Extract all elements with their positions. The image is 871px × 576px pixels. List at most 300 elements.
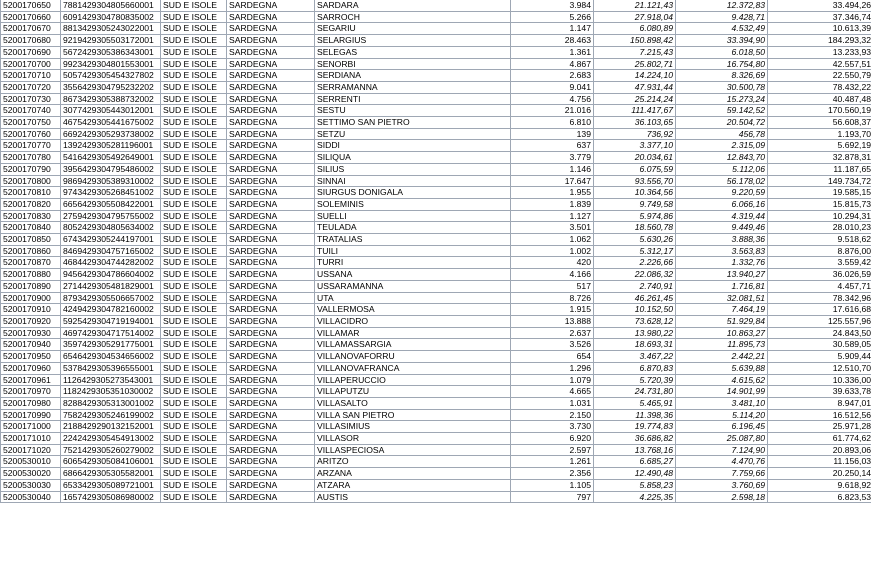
row-id-cell[interactable]: 6692429305293738002 — [61, 128, 161, 140]
row-code-cell[interactable]: 5200171010 — [1, 433, 61, 445]
row-code-cell[interactable]: 5200170830 — [1, 210, 61, 222]
row-total-cell[interactable]: 149.734,72 — [768, 175, 871, 187]
row-municipality-cell[interactable]: SELEGAS — [315, 46, 511, 58]
row-value-a-cell[interactable]: 3.377,10 — [594, 140, 676, 152]
row-code-cell[interactable]: 5200170961 — [1, 374, 61, 386]
row-value-a-cell[interactable]: 736,92 — [594, 128, 676, 140]
row-id-cell[interactable]: 5416429305492649001 — [61, 152, 161, 164]
row-population-cell[interactable]: 2.683 — [511, 70, 594, 82]
row-population-cell[interactable]: 1.031 — [511, 397, 594, 409]
row-value-b-cell[interactable]: 5.114,20 — [676, 409, 768, 421]
row-code-cell[interactable]: 5200170750 — [1, 117, 61, 129]
row-population-cell[interactable]: 1.839 — [511, 198, 594, 210]
row-value-b-cell[interactable]: 5.112,06 — [676, 163, 768, 175]
row-area-cell[interactable]: SUD E ISOLE — [161, 245, 227, 257]
row-value-a-cell[interactable]: 7.215,43 — [594, 46, 676, 58]
row-total-cell[interactable]: 32.878,31 — [768, 152, 871, 164]
row-municipality-cell[interactable]: VILLANOVAFORRU — [315, 351, 511, 363]
row-id-cell[interactable]: 9743429305268451002 — [61, 187, 161, 199]
row-region-cell[interactable]: SARDEGNA — [227, 351, 315, 363]
row-value-b-cell[interactable]: 3.888,36 — [676, 234, 768, 246]
row-area-cell[interactable]: SUD E ISOLE — [161, 198, 227, 210]
row-value-a-cell[interactable]: 46.261,45 — [594, 292, 676, 304]
row-value-a-cell[interactable]: 13.980,22 — [594, 327, 676, 339]
row-area-cell[interactable]: SUD E ISOLE — [161, 362, 227, 374]
row-region-cell[interactable]: SARDEGNA — [227, 58, 315, 70]
row-region-cell[interactable]: SARDEGNA — [227, 456, 315, 468]
row-total-cell[interactable]: 78.342,96 — [768, 292, 871, 304]
row-area-cell[interactable]: SUD E ISOLE — [161, 117, 227, 129]
row-id-cell[interactable]: 9219429305503172001 — [61, 35, 161, 47]
row-id-cell[interactable]: 6656429305508422001 — [61, 198, 161, 210]
row-value-a-cell[interactable]: 6.075,59 — [594, 163, 676, 175]
row-value-a-cell[interactable]: 111.417,67 — [594, 105, 676, 117]
row-total-cell[interactable]: 61.774,62 — [768, 433, 871, 445]
row-area-cell[interactable]: SUD E ISOLE — [161, 292, 227, 304]
row-municipality-cell[interactable]: VILLASALTO — [315, 397, 511, 409]
row-code-cell[interactable]: 5200170820 — [1, 198, 61, 210]
row-population-cell[interactable]: 3.501 — [511, 222, 594, 234]
row-id-cell[interactable]: 8052429304805634002 — [61, 222, 161, 234]
row-area-cell[interactable]: SUD E ISOLE — [161, 421, 227, 433]
row-area-cell[interactable]: SUD E ISOLE — [161, 140, 227, 152]
row-region-cell[interactable]: SARDEGNA — [227, 491, 315, 503]
row-code-cell[interactable]: 5200170790 — [1, 163, 61, 175]
row-value-a-cell[interactable]: 5.858,23 — [594, 479, 676, 491]
row-population-cell[interactable]: 21.016 — [511, 105, 594, 117]
row-municipality-cell[interactable]: SILIQUA — [315, 152, 511, 164]
row-id-cell[interactable]: 7582429305246199002 — [61, 409, 161, 421]
row-code-cell[interactable]: 5200170990 — [1, 409, 61, 421]
row-region-cell[interactable]: SARDEGNA — [227, 222, 315, 234]
row-code-cell[interactable]: 5200170970 — [1, 386, 61, 398]
row-municipality-cell[interactable]: SERDIANA — [315, 70, 511, 82]
row-area-cell[interactable]: SUD E ISOLE — [161, 315, 227, 327]
row-area-cell[interactable]: SUD E ISOLE — [161, 105, 227, 117]
row-area-cell[interactable]: SUD E ISOLE — [161, 0, 227, 11]
row-population-cell[interactable]: 517 — [511, 280, 594, 292]
row-total-cell[interactable]: 10.294,31 — [768, 210, 871, 222]
row-total-cell[interactable]: 28.010,23 — [768, 222, 871, 234]
row-area-cell[interactable]: SUD E ISOLE — [161, 479, 227, 491]
row-id-cell[interactable]: 4684429304744282002 — [61, 257, 161, 269]
row-id-cell[interactable]: 3597429305291775001 — [61, 339, 161, 351]
row-region-cell[interactable]: SARDEGNA — [227, 257, 315, 269]
row-region-cell[interactable]: SARDEGNA — [227, 175, 315, 187]
row-code-cell[interactable]: 5200170690 — [1, 46, 61, 58]
row-total-cell[interactable]: 9.618,92 — [768, 479, 871, 491]
row-area-cell[interactable]: SUD E ISOLE — [161, 280, 227, 292]
row-value-b-cell[interactable]: 5.639,88 — [676, 362, 768, 374]
row-id-cell[interactable]: 5672429305386343001 — [61, 46, 161, 58]
row-population-cell[interactable]: 637 — [511, 140, 594, 152]
row-value-a-cell[interactable]: 25.214,24 — [594, 93, 676, 105]
row-value-b-cell[interactable]: 30.500,78 — [676, 81, 768, 93]
row-municipality-cell[interactable]: SOLEMINIS — [315, 198, 511, 210]
row-value-b-cell[interactable]: 11.895,73 — [676, 339, 768, 351]
row-population-cell[interactable]: 1.079 — [511, 374, 594, 386]
row-population-cell[interactable]: 17.647 — [511, 175, 594, 187]
row-municipality-cell[interactable]: USSARAMANNA — [315, 280, 511, 292]
row-region-cell[interactable]: SARDEGNA — [227, 292, 315, 304]
row-value-a-cell[interactable]: 36.686,82 — [594, 433, 676, 445]
row-total-cell[interactable]: 33.494,26 — [768, 0, 871, 11]
row-total-cell[interactable]: 11.187,65 — [768, 163, 871, 175]
row-population-cell[interactable]: 3.526 — [511, 339, 594, 351]
row-id-cell[interactable]: 2242429305454913002 — [61, 433, 161, 445]
row-value-a-cell[interactable]: 22.086,32 — [594, 269, 676, 281]
row-total-cell[interactable]: 12.510,70 — [768, 362, 871, 374]
row-population-cell[interactable]: 1.296 — [511, 362, 594, 374]
row-id-cell[interactable]: 9869429305389310002 — [61, 175, 161, 187]
row-value-a-cell[interactable]: 2.740,91 — [594, 280, 676, 292]
row-value-b-cell[interactable]: 25.087,80 — [676, 433, 768, 445]
row-region-cell[interactable]: SARDEGNA — [227, 386, 315, 398]
row-code-cell[interactable]: 5200170720 — [1, 81, 61, 93]
row-value-a-cell[interactable]: 3.467,22 — [594, 351, 676, 363]
row-total-cell[interactable]: 11.156,03 — [768, 456, 871, 468]
row-value-a-cell[interactable]: 13.768,16 — [594, 444, 676, 456]
row-id-cell[interactable]: 6533429305089721001 — [61, 479, 161, 491]
row-value-a-cell[interactable]: 5.974,86 — [594, 210, 676, 222]
row-value-a-cell[interactable]: 6.080,89 — [594, 23, 676, 35]
row-code-cell[interactable]: 5200170670 — [1, 23, 61, 35]
row-value-b-cell[interactable]: 13.940,27 — [676, 269, 768, 281]
row-code-cell[interactable]: 5200170890 — [1, 280, 61, 292]
row-value-b-cell[interactable]: 8.326,69 — [676, 70, 768, 82]
row-population-cell[interactable]: 654 — [511, 351, 594, 363]
row-total-cell[interactable]: 3.559,42 — [768, 257, 871, 269]
row-municipality-cell[interactable]: SUELLI — [315, 210, 511, 222]
row-municipality-cell[interactable]: VILLAPUTZU — [315, 386, 511, 398]
row-code-cell[interactable]: 5200170710 — [1, 70, 61, 82]
row-region-cell[interactable]: SARDEGNA — [227, 23, 315, 35]
row-population-cell[interactable]: 1.261 — [511, 456, 594, 468]
row-id-cell[interactable]: 8813429305243022001 — [61, 23, 161, 35]
row-value-b-cell[interactable]: 33.394,90 — [676, 35, 768, 47]
row-municipality-cell[interactable]: SERRENTI — [315, 93, 511, 105]
row-total-cell[interactable]: 20.893,06 — [768, 444, 871, 456]
row-total-cell[interactable]: 17.616,68 — [768, 304, 871, 316]
row-region-cell[interactable]: SARDEGNA — [227, 105, 315, 117]
row-municipality-cell[interactable]: VALLERMOSA — [315, 304, 511, 316]
row-region-cell[interactable]: SARDEGNA — [227, 397, 315, 409]
row-region-cell[interactable]: SARDEGNA — [227, 479, 315, 491]
row-municipality-cell[interactable]: AUSTIS — [315, 491, 511, 503]
row-value-b-cell[interactable]: 14.901,99 — [676, 386, 768, 398]
row-value-b-cell[interactable]: 4.470,76 — [676, 456, 768, 468]
row-region-cell[interactable]: SARDEGNA — [227, 433, 315, 445]
row-value-a-cell[interactable]: 10.364,56 — [594, 187, 676, 199]
row-area-cell[interactable]: SUD E ISOLE — [161, 397, 227, 409]
row-code-cell[interactable]: 5200170940 — [1, 339, 61, 351]
row-region-cell[interactable]: SARDEGNA — [227, 374, 315, 386]
row-total-cell[interactable]: 42.557,51 — [768, 58, 871, 70]
row-value-a-cell[interactable]: 2.226,66 — [594, 257, 676, 269]
row-area-cell[interactable]: SUD E ISOLE — [161, 456, 227, 468]
row-value-b-cell[interactable]: 10.863,27 — [676, 327, 768, 339]
row-id-cell[interactable]: 1126429305273543001 — [61, 374, 161, 386]
row-population-cell[interactable]: 3.730 — [511, 421, 594, 433]
row-value-a-cell[interactable]: 20.034,61 — [594, 152, 676, 164]
row-total-cell[interactable]: 40.487,48 — [768, 93, 871, 105]
row-population-cell[interactable]: 1.146 — [511, 163, 594, 175]
row-value-a-cell[interactable]: 21.121,43 — [594, 0, 676, 11]
row-region-cell[interactable]: SARDEGNA — [227, 198, 315, 210]
row-total-cell[interactable]: 9.518,62 — [768, 234, 871, 246]
row-population-cell[interactable]: 2.597 — [511, 444, 594, 456]
row-total-cell[interactable]: 10.613,39 — [768, 23, 871, 35]
row-region-cell[interactable]: SARDEGNA — [227, 409, 315, 421]
row-total-cell[interactable]: 184.293,32 — [768, 35, 871, 47]
row-municipality-cell[interactable]: SARDARA — [315, 0, 511, 11]
row-area-cell[interactable]: SUD E ISOLE — [161, 70, 227, 82]
row-value-b-cell[interactable]: 7.124,90 — [676, 444, 768, 456]
row-value-b-cell[interactable]: 6.066,16 — [676, 198, 768, 210]
row-municipality-cell[interactable]: TURRI — [315, 257, 511, 269]
row-population-cell[interactable]: 1.147 — [511, 23, 594, 35]
row-total-cell[interactable]: 8.876,00 — [768, 245, 871, 257]
row-value-b-cell[interactable]: 1.332,76 — [676, 257, 768, 269]
row-code-cell[interactable]: 5200170660 — [1, 11, 61, 23]
row-population-cell[interactable]: 1.002 — [511, 245, 594, 257]
row-total-cell[interactable]: 1.193,70 — [768, 128, 871, 140]
row-value-a-cell[interactable]: 5.465,91 — [594, 397, 676, 409]
row-total-cell[interactable]: 15.815,73 — [768, 198, 871, 210]
row-region-cell[interactable]: SARDEGNA — [227, 46, 315, 58]
row-total-cell[interactable]: 4.457,71 — [768, 280, 871, 292]
row-value-a-cell[interactable]: 5.630,26 — [594, 234, 676, 246]
row-region-cell[interactable]: SARDEGNA — [227, 234, 315, 246]
row-id-cell[interactable]: 2759429304795755002 — [61, 210, 161, 222]
row-municipality-cell[interactable]: SEGARIU — [315, 23, 511, 35]
row-area-cell[interactable]: SUD E ISOLE — [161, 222, 227, 234]
row-population-cell[interactable]: 1.361 — [511, 46, 594, 58]
row-region-cell[interactable]: SARDEGNA — [227, 421, 315, 433]
row-population-cell[interactable]: 1.062 — [511, 234, 594, 246]
row-value-b-cell[interactable]: 51.929,84 — [676, 315, 768, 327]
row-total-cell[interactable]: 16.512,56 — [768, 409, 871, 421]
row-area-cell[interactable]: SUD E ISOLE — [161, 234, 227, 246]
row-value-b-cell[interactable]: 3.481,10 — [676, 397, 768, 409]
row-municipality-cell[interactable]: VILLANOVAFRANCA — [315, 362, 511, 374]
row-value-a-cell[interactable]: 25.802,71 — [594, 58, 676, 70]
row-area-cell[interactable]: SUD E ISOLE — [161, 81, 227, 93]
row-id-cell[interactable]: 9456429304786604002 — [61, 269, 161, 281]
row-population-cell[interactable]: 5.266 — [511, 11, 594, 23]
row-region-cell[interactable]: SARDEGNA — [227, 163, 315, 175]
row-value-a-cell[interactable]: 19.774,83 — [594, 421, 676, 433]
row-value-a-cell[interactable]: 5.720,39 — [594, 374, 676, 386]
row-area-cell[interactable]: SUD E ISOLE — [161, 93, 227, 105]
row-population-cell[interactable]: 420 — [511, 257, 594, 269]
row-total-cell[interactable]: 24.843,50 — [768, 327, 871, 339]
row-region-cell[interactable]: SARDEGNA — [227, 210, 315, 222]
row-area-cell[interactable]: SUD E ISOLE — [161, 269, 227, 281]
row-code-cell[interactable]: 5200170650 — [1, 0, 61, 11]
row-population-cell[interactable]: 4.756 — [511, 93, 594, 105]
row-population-cell[interactable]: 3.779 — [511, 152, 594, 164]
row-region-cell[interactable]: SARDEGNA — [227, 152, 315, 164]
row-value-b-cell[interactable]: 32.081,51 — [676, 292, 768, 304]
row-value-b-cell[interactable]: 56.178,02 — [676, 175, 768, 187]
row-id-cell[interactable]: 3556429304795232202 — [61, 81, 161, 93]
row-area-cell[interactable]: SUD E ISOLE — [161, 468, 227, 480]
row-area-cell[interactable]: SUD E ISOLE — [161, 409, 227, 421]
row-area-cell[interactable]: SUD E ISOLE — [161, 491, 227, 503]
row-value-b-cell[interactable]: 4.615,62 — [676, 374, 768, 386]
row-region-cell[interactable]: SARDEGNA — [227, 117, 315, 129]
row-value-b-cell[interactable]: 16.754,80 — [676, 58, 768, 70]
row-code-cell[interactable]: 5200170760 — [1, 128, 61, 140]
row-municipality-cell[interactable]: SELARGIUS — [315, 35, 511, 47]
row-code-cell[interactable]: 5200170960 — [1, 362, 61, 374]
row-municipality-cell[interactable]: ARZANA — [315, 468, 511, 480]
row-code-cell[interactable]: 5200171000 — [1, 421, 61, 433]
row-municipality-cell[interactable]: VILLASPECIOSA — [315, 444, 511, 456]
row-id-cell[interactable]: 3956429304795486002 — [61, 163, 161, 175]
row-area-cell[interactable]: SUD E ISOLE — [161, 351, 227, 363]
row-value-b-cell[interactable]: 6.196,45 — [676, 421, 768, 433]
row-population-cell[interactable]: 1.105 — [511, 479, 594, 491]
row-area-cell[interactable]: SUD E ISOLE — [161, 152, 227, 164]
row-population-cell[interactable]: 13.888 — [511, 315, 594, 327]
row-total-cell[interactable]: 5.692,19 — [768, 140, 871, 152]
row-area-cell[interactable]: SUD E ISOLE — [161, 35, 227, 47]
row-id-cell[interactable]: 6743429305244197001 — [61, 234, 161, 246]
row-municipality-cell[interactable]: VILLA SAN PIETRO — [315, 409, 511, 421]
row-code-cell[interactable]: 5200170840 — [1, 222, 61, 234]
row-region-cell[interactable]: SARDEGNA — [227, 35, 315, 47]
row-value-b-cell[interactable]: 3.563,83 — [676, 245, 768, 257]
row-municipality-cell[interactable]: SESTU — [315, 105, 511, 117]
row-population-cell[interactable]: 28.463 — [511, 35, 594, 47]
row-area-cell[interactable]: SUD E ISOLE — [161, 163, 227, 175]
row-population-cell[interactable]: 1.955 — [511, 187, 594, 199]
row-population-cell[interactable]: 6.810 — [511, 117, 594, 129]
row-value-a-cell[interactable]: 10.152,50 — [594, 304, 676, 316]
row-municipality-cell[interactable]: VILLASOR — [315, 433, 511, 445]
row-population-cell[interactable]: 797 — [511, 491, 594, 503]
row-id-cell[interactable]: 1392429305281196001 — [61, 140, 161, 152]
row-value-b-cell[interactable]: 59.142,52 — [676, 105, 768, 117]
row-region-cell[interactable]: SARDEGNA — [227, 280, 315, 292]
row-value-b-cell[interactable]: 6.018,50 — [676, 46, 768, 58]
row-value-a-cell[interactable]: 18.693,31 — [594, 339, 676, 351]
row-id-cell[interactable]: 6866429305305582001 — [61, 468, 161, 480]
row-value-b-cell[interactable]: 7.464,19 — [676, 304, 768, 316]
row-id-cell[interactable]: 5057429305454327802 — [61, 70, 161, 82]
row-population-cell[interactable]: 1.127 — [511, 210, 594, 222]
row-municipality-cell[interactable]: VILLASIMIUS — [315, 421, 511, 433]
row-region-cell[interactable]: SARDEGNA — [227, 128, 315, 140]
row-municipality-cell[interactable]: SINNAI — [315, 175, 511, 187]
row-id-cell[interactable]: 4697429304717514002 — [61, 327, 161, 339]
row-code-cell[interactable]: 5200530010 — [1, 456, 61, 468]
row-value-a-cell[interactable]: 24.731,80 — [594, 386, 676, 398]
row-id-cell[interactable]: 8288429305313001002 — [61, 397, 161, 409]
row-total-cell[interactable]: 30.589,05 — [768, 339, 871, 351]
row-total-cell[interactable]: 22.550,79 — [768, 70, 871, 82]
row-population-cell[interactable]: 9.041 — [511, 81, 594, 93]
row-value-a-cell[interactable]: 47.931,44 — [594, 81, 676, 93]
row-code-cell[interactable]: 5200170740 — [1, 105, 61, 117]
row-value-b-cell[interactable]: 456,78 — [676, 128, 768, 140]
row-value-a-cell[interactable]: 12.490,48 — [594, 468, 676, 480]
row-id-cell[interactable]: 5378429305396555001 — [61, 362, 161, 374]
row-area-cell[interactable]: SUD E ISOLE — [161, 175, 227, 187]
row-value-b-cell[interactable]: 9.220,59 — [676, 187, 768, 199]
row-code-cell[interactable]: 5200170850 — [1, 234, 61, 246]
row-region-cell[interactable]: SARDEGNA — [227, 362, 315, 374]
row-code-cell[interactable]: 5200170880 — [1, 269, 61, 281]
row-id-cell[interactable]: 6091429304780835002 — [61, 11, 161, 23]
row-total-cell[interactable]: 78.432,22 — [768, 81, 871, 93]
row-municipality-cell[interactable]: VILLAMAR — [315, 327, 511, 339]
row-population-cell[interactable]: 3.984 — [511, 0, 594, 11]
row-code-cell[interactable]: 5200170860 — [1, 245, 61, 257]
row-municipality-cell[interactable]: TRATALIAS — [315, 234, 511, 246]
row-value-a-cell[interactable]: 11.398,36 — [594, 409, 676, 421]
row-population-cell[interactable]: 139 — [511, 128, 594, 140]
row-value-b-cell[interactable]: 4.319,44 — [676, 210, 768, 222]
row-area-cell[interactable]: SUD E ISOLE — [161, 23, 227, 35]
row-region-cell[interactable]: SARDEGNA — [227, 93, 315, 105]
row-id-cell[interactable]: 1182429305351030002 — [61, 386, 161, 398]
row-municipality-cell[interactable]: SIDDI — [315, 140, 511, 152]
row-value-b-cell[interactable]: 15.273,24 — [676, 93, 768, 105]
row-id-cell[interactable]: 8793429305506657002 — [61, 292, 161, 304]
row-municipality-cell[interactable]: USSANA — [315, 269, 511, 281]
row-value-a-cell[interactable]: 6.870,83 — [594, 362, 676, 374]
row-population-cell[interactable]: 1.915 — [511, 304, 594, 316]
row-municipality-cell[interactable]: SETZU — [315, 128, 511, 140]
row-value-b-cell[interactable]: 2.315,09 — [676, 140, 768, 152]
row-total-cell[interactable]: 13.233,93 — [768, 46, 871, 58]
row-value-b-cell[interactable]: 12.372,83 — [676, 0, 768, 11]
row-area-cell[interactable]: SUD E ISOLE — [161, 433, 227, 445]
row-id-cell[interactable]: 3077429305443012001 — [61, 105, 161, 117]
row-municipality-cell[interactable]: SERRAMANNA — [315, 81, 511, 93]
row-total-cell[interactable]: 20.250,14 — [768, 468, 871, 480]
row-region-cell[interactable]: SARDEGNA — [227, 304, 315, 316]
row-municipality-cell[interactable]: SILIUS — [315, 163, 511, 175]
row-total-cell[interactable]: 8.947,01 — [768, 397, 871, 409]
row-value-a-cell[interactable]: 18.560,78 — [594, 222, 676, 234]
row-code-cell[interactable]: 5200170870 — [1, 257, 61, 269]
row-value-b-cell[interactable]: 2.442,21 — [676, 351, 768, 363]
row-value-a-cell[interactable]: 5.312,17 — [594, 245, 676, 257]
row-value-b-cell[interactable]: 9.449,46 — [676, 222, 768, 234]
row-population-cell[interactable]: 4.867 — [511, 58, 594, 70]
row-municipality-cell[interactable]: UTA — [315, 292, 511, 304]
row-region-cell[interactable]: SARDEGNA — [227, 81, 315, 93]
row-region-cell[interactable]: SARDEGNA — [227, 269, 315, 281]
row-region-cell[interactable]: SARDEGNA — [227, 327, 315, 339]
row-code-cell[interactable]: 5200170980 — [1, 397, 61, 409]
row-population-cell[interactable]: 6.920 — [511, 433, 594, 445]
row-code-cell[interactable]: 5200170780 — [1, 152, 61, 164]
row-area-cell[interactable]: SUD E ISOLE — [161, 128, 227, 140]
row-area-cell[interactable]: SUD E ISOLE — [161, 210, 227, 222]
row-total-cell[interactable]: 125.557,96 — [768, 315, 871, 327]
row-region-cell[interactable]: SARDEGNA — [227, 468, 315, 480]
row-value-a-cell[interactable]: 27.918,04 — [594, 11, 676, 23]
row-value-a-cell[interactable]: 150.898,42 — [594, 35, 676, 47]
row-id-cell[interactable]: 4675429305441675002 — [61, 117, 161, 129]
row-region-cell[interactable]: SARDEGNA — [227, 187, 315, 199]
row-area-cell[interactable]: SUD E ISOLE — [161, 46, 227, 58]
